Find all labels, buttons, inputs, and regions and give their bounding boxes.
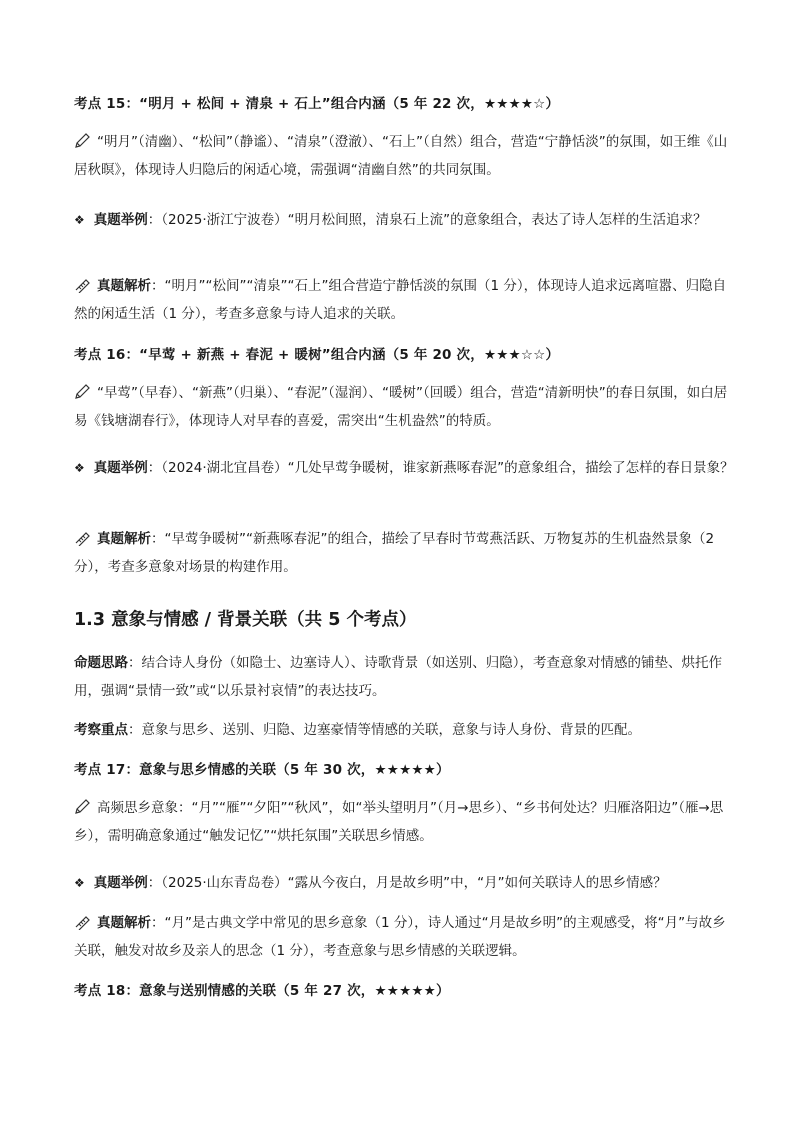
ruler-pencil-icon	[74, 914, 91, 930]
diamond-bullet-icon: ❖	[74, 876, 85, 890]
point-18-heading: 考点 18：意象与送别情感的关联（5 年 27 次，★★★★★）	[74, 983, 450, 999]
diamond-bullet-icon: ❖	[74, 213, 85, 227]
point-15-heading: 考点 15：“明月 + 松间 + 清泉 + 石上”组合内涵（5 年 22 次，★★★★☆）	[74, 96, 560, 112]
section-focus: 考察重点：意象与思乡、送别、归隐、边塞豪情等情感的关联，意象与诗人身份、背景的匹配。	[74, 722, 641, 738]
ruler-pencil-icon	[74, 530, 91, 546]
point-17-heading: 考点 17：意象与思乡情感的关联（5 年 30 次，★★★★★）	[74, 762, 450, 778]
example-label: 真题举例	[93, 460, 148, 476]
pencil-icon	[74, 799, 91, 815]
point-16-heading: 考点 16：“早莺 + 新燕 + 春泥 + 暖树”组合内涵（5 年 20 次，★★★☆☆）	[74, 347, 560, 363]
point-15-note: “明月”（清幽）、“松间”（静谧）、“清泉”（澄澈）、“石上”（自然）组合，营造“宁静恬淡”的氛围，如王维《山居秋暝》，体现诗人归隐后的闲适心境，需强调“清幽自然”的共同氛围。	[74, 134, 728, 178]
point-15-example: ❖ 真题举例：（2025·浙江宁波卷）“明月松间照，清泉石上流”的意象组合，表达了诗人怎样的生活追求？	[74, 206, 738, 234]
focus-label: 考察重点	[74, 722, 128, 738]
point-15-analysis: 真题解析：“明月”“松间”“清泉”“石上”组合营造宁静恬淡的氛围（1 分），体现诗人追求远离喧嚣、归隐自然的闲适生活（1 分），考查多意象与诗人追求的关联。	[74, 278, 727, 322]
point-16-analysis: 真题解析：“早莺争暖树”“新燕啄春泥”的组合，描绘了早春时节莺燕活跃、万物复苏的生机盎然景象（2 分），考查多意象对场景的构建作用。	[74, 531, 715, 575]
analysis-label: 真题解析	[97, 531, 151, 547]
section-idea: 命题思路：结合诗人身份（如隐士、边塞诗人）、诗歌背景（如送别、归隐），考查意象对情感的铺垫、烘托作用，强调“景情一致”或“以乐景衬哀情”的表达技巧。	[74, 655, 722, 699]
analysis-label: 真题解析	[97, 915, 151, 931]
point-17-analysis: 真题解析：“月”是古典文学中常见的思乡意象（1 分），诗人通过“月是故乡明”的主观感受，将“月”与故乡关联，触发对故乡及亲人的思念（1 分），考查意象与思乡情感的关联逻辑。	[74, 915, 726, 959]
idea-label: 命题思路	[74, 655, 128, 671]
analysis-label: 真题解析	[97, 278, 151, 294]
example-label: 真题举例	[93, 875, 148, 891]
pencil-icon	[74, 384, 91, 400]
section-title: 1.3 意象与情感 / 背景关联（共 5 个考点）	[74, 610, 417, 630]
point-16-example: ❖ 真题举例：（2024·湖北宜昌卷）“几处早莺争暖树，谁家新燕啄春泥”的意象组合，描绘了怎样的春日景象？	[74, 454, 738, 482]
example-label: 真题举例	[93, 212, 148, 228]
diamond-bullet-icon: ❖	[74, 461, 85, 475]
ruler-pencil-icon	[74, 277, 91, 293]
point-17-note: 高频思乡意象：“月”“雁”“夕阳”“秋风”，如“举头望明月”（月→思乡）、“乡书何处达？归雁洛阳边”（雁→思乡），需明确意象通过“触发记忆”“烘托氛围”关联思乡情感。	[74, 800, 724, 844]
pencil-icon	[74, 133, 91, 149]
point-17-example: ❖ 真题举例：（2025·山东青岛卷）“露从今夜白，月是故乡明”中，“月”如何关联诗人的思乡情感？	[74, 869, 738, 897]
point-16-note: “早莺”（早春）、“新燕”（归巢）、“春泥”（湿润）、“暖树”（回暖）组合，营造“清新明快”的春日氛围，如白居易《钱塘湖春行》，体现诗人对早春的喜爱，需突出“生机盎然”的特质。	[74, 385, 728, 429]
